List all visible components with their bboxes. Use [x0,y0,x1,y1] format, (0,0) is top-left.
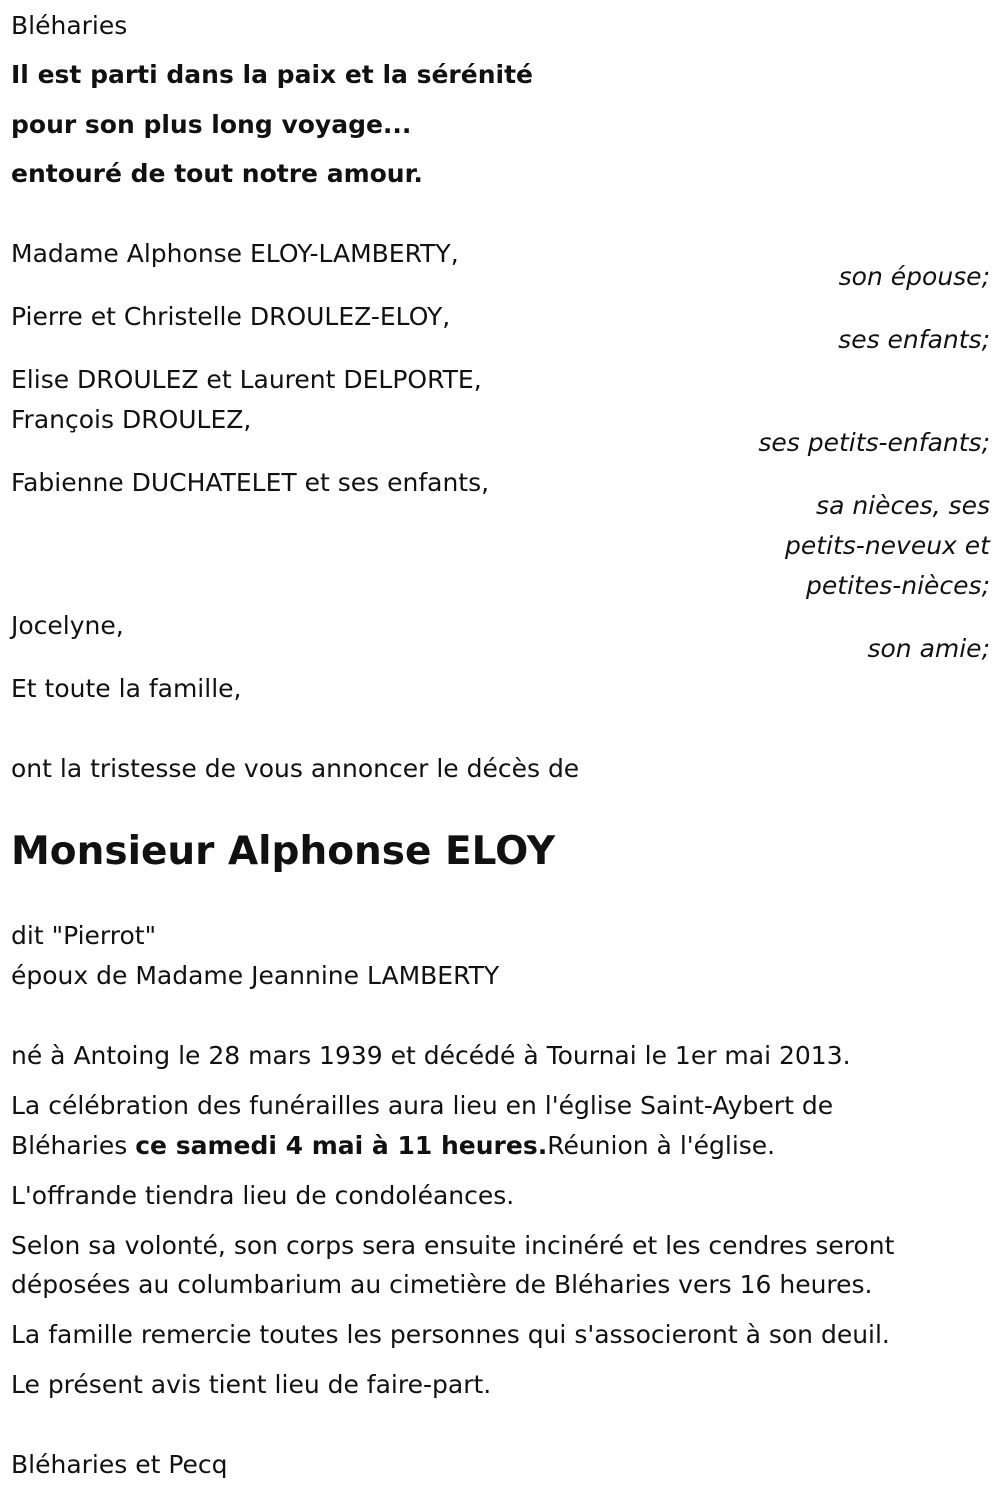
family-role-spouse: son épouse; [838,262,990,291]
family-role-niece-line-3: petites-nièces; [806,571,990,600]
deceased-name: Monsieur Alphonse ELOY [11,829,556,874]
family-name-niece: Fabienne DUCHATELET et ses enfants, [11,468,490,497]
family-name-all: Et toute la famille, [11,674,242,703]
cremation-line-1: Selon sa volonté, son corps sera ensuite incinéré et les cendres seront [11,1231,895,1260]
verse-line-1: Il est parti dans la paix et la sérénité [11,60,533,89]
cremation-line-2: déposées au columbarium au cimetière de Bléharies vers 16 heures. [11,1270,873,1299]
header-town: Bléharies [11,11,128,40]
thanks-text: La famille remercie toutes les personnes qui s'associeront à son deuil. [11,1320,890,1349]
family-role-grandchildren: ses petits-enfants; [758,428,990,457]
deceased-spouse: époux de Madame Jeannine LAMBERTY [11,961,500,990]
family-name-spouse: Madame Alphonse ELOY-LAMBERTY, [11,239,459,268]
ceremony-date-time: ce samedi 4 mai à 11 heures. [135,1131,548,1160]
birth-death-text: né à Antoing le 28 mars 1939 et décédé à Tournai le 1er mai 2013. [11,1041,851,1070]
ceremony-line-2 [11,1126,775,1166]
notice-text: Le présent avis tient lieu de faire-part. [11,1370,492,1399]
footer-towns: Bléharies et Pecq [11,1450,228,1479]
family-role-friend: son amie; [867,634,990,663]
ceremony-town: Bléharies [11,1131,136,1160]
family-role-niece-line-1: sa nièces, ses [816,491,990,520]
verse-line-2: pour son plus long voyage... [11,110,412,139]
family-name-children: Pierre et Christelle DROULEZ-ELOY, [11,302,451,331]
family-role-niece-line-2: petits-neveux et [784,531,990,560]
announcement-text: ont la tristesse de vous annoncer le décès de [11,754,580,783]
offering-text: L'offrande tiendra lieu de condoléances. [11,1181,515,1210]
ceremony-meeting: Réunion à l'église. [547,1131,776,1160]
family-name-grandchild-2: François DROULEZ, [11,405,252,434]
family-name-grandchild-1: Elise DROULEZ et Laurent DELPORTE, [11,365,482,394]
family-name-friend: Jocelyne, [11,611,124,640]
deceased-nickname: dit "Pierrot" [11,921,157,950]
verse-line-3: entouré de tout notre amour. [11,159,423,188]
family-role-children: ses enfants; [838,325,990,354]
ceremony-line-1: La célébration des funérailles aura lieu en l'église Saint-Aybert de [11,1091,834,1120]
